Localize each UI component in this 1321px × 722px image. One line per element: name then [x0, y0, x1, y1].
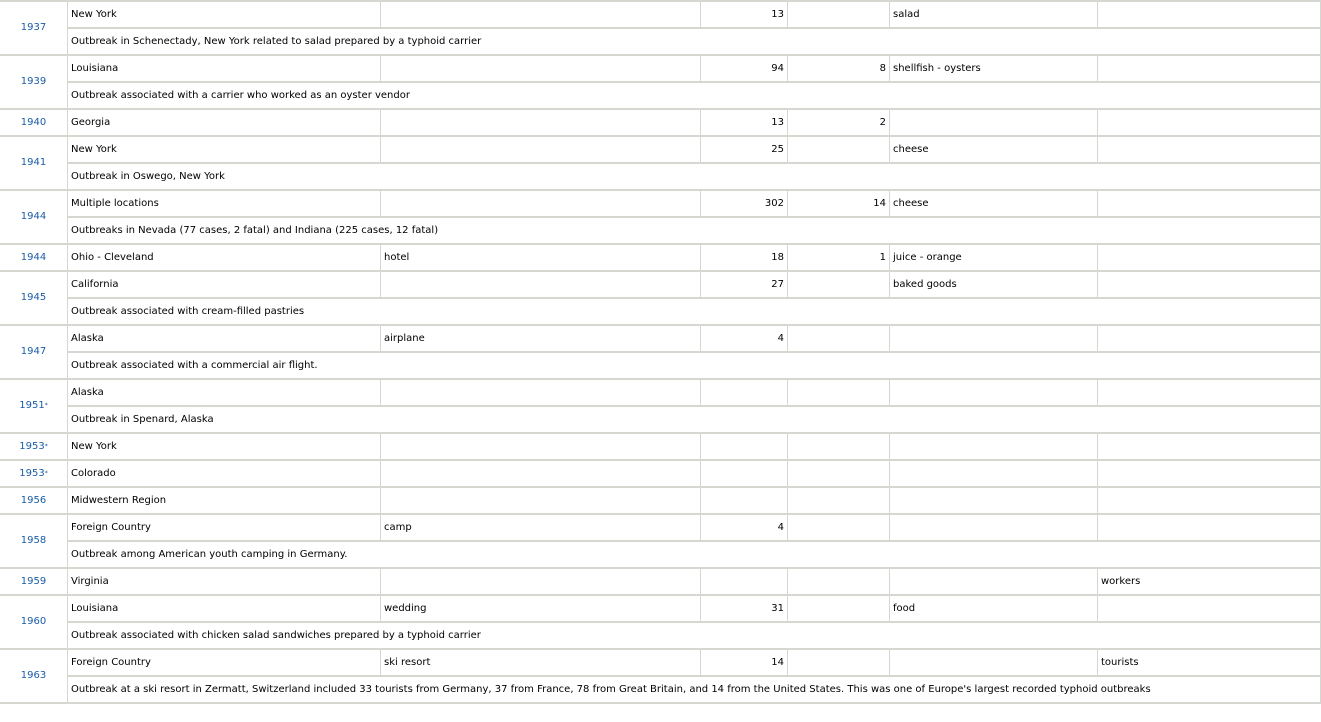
table-row: [0, 434, 1321, 461]
setting-cell: [381, 191, 701, 218]
group-cell: [1098, 245, 1321, 272]
table-row: [0, 326, 1321, 353]
table-row: [0, 515, 1321, 542]
deaths-cell: [788, 326, 890, 353]
location-cell: Ohio - Cleveland: [68, 245, 381, 272]
year-cell[interactable]: [0, 434, 68, 461]
location-cell: Alaska: [68, 380, 381, 407]
note-row: [0, 623, 1321, 650]
cases-cell: [701, 488, 788, 515]
setting-cell: camp: [381, 515, 701, 542]
year-link[interactable]: [19, 441, 47, 452]
cases-cell: 94: [701, 56, 788, 83]
year-cell[interactable]: [0, 326, 68, 380]
cases-cell: 31: [701, 596, 788, 623]
table-row: [0, 488, 1321, 515]
vehicle-cell: [890, 434, 1098, 461]
vehicle-cell: shellfish - oysters: [890, 56, 1098, 83]
note-cell: Outbreaks in Nevada (77 cases, 2 fatal) and Indiana (225 cases, 12 fatal): [68, 218, 1321, 245]
vehicle-cell: [890, 326, 1098, 353]
deaths-cell: [788, 488, 890, 515]
table-row: [0, 272, 1321, 299]
group-cell: [1098, 461, 1321, 488]
note-cell: Outbreak associated with a commercial air flight.: [68, 353, 1321, 380]
cases-cell: [701, 380, 788, 407]
vehicle-cell: [890, 488, 1098, 515]
location-cell: Midwestern Region: [68, 488, 381, 515]
location-cell: New York: [68, 0, 381, 29]
group-cell: [1098, 0, 1321, 29]
vehicle-cell: [890, 515, 1098, 542]
location-cell: California: [68, 272, 381, 299]
vehicle-cell: baked goods: [890, 272, 1098, 299]
vehicle-cell: salad: [890, 0, 1098, 29]
year-link[interactable]: [21, 76, 46, 87]
setting-cell: [381, 110, 701, 137]
deaths-cell: [788, 434, 890, 461]
year-text: 1960: [20, 616, 47, 627]
cases-cell: [701, 434, 788, 461]
note-cell: Outbreak associated with a carrier who worked as an oyster vendor: [68, 83, 1321, 110]
year-cell[interactable]: [0, 245, 68, 272]
table-row: [0, 110, 1321, 137]
vehicle-cell: juice - orange: [890, 245, 1098, 272]
year-text: 1940: [20, 116, 47, 128]
note-cell: Outbreak in Schenectady, New York related to salad prepared by a typhoid carrier: [68, 29, 1321, 56]
note-row: [0, 407, 1321, 434]
location-cell: Colorado: [68, 461, 381, 488]
year-text: 1963: [20, 670, 47, 681]
year-text: 1941: [20, 157, 47, 168]
deaths-cell: [788, 650, 890, 677]
group-cell: [1098, 488, 1321, 515]
group-cell: [1098, 110, 1321, 137]
location-cell: Louisiana: [68, 596, 381, 623]
year-cell[interactable]: [0, 569, 68, 596]
vehicle-cell: [890, 650, 1098, 677]
group-cell: tourists: [1098, 650, 1321, 677]
year-link[interactable]: [21, 495, 46, 506]
year-text: 1944: [20, 251, 47, 263]
setting-cell: ski resort: [381, 650, 701, 677]
year-link[interactable]: [21, 346, 46, 357]
group-cell: [1098, 191, 1321, 218]
deaths-cell: [788, 461, 890, 488]
asterisk-mark: *: [44, 442, 48, 450]
cases-cell: 27: [701, 272, 788, 299]
location-cell: Alaska: [68, 326, 381, 353]
deaths-cell: [788, 0, 890, 29]
year-link[interactable]: [21, 535, 46, 546]
setting-cell: [381, 56, 701, 83]
year-link[interactable]: [21, 117, 46, 128]
note-row: [0, 299, 1321, 326]
note-cell: Outbreak at a ski resort in Zermatt, Switzerland included 33 tourists from Germany, 37 from France, 78 from Great Britain, and 14 from the United States. This was one of Europe's largest recorded typhoid outbreaks: [68, 677, 1321, 704]
deaths-cell: [788, 569, 890, 596]
setting-cell: [381, 380, 701, 407]
location-cell: Louisiana: [68, 56, 381, 83]
vehicle-cell: [890, 110, 1098, 137]
year-cell[interactable]: [0, 461, 68, 488]
vehicle-cell: cheese: [890, 191, 1098, 218]
cases-cell: 4: [701, 326, 788, 353]
setting-cell: [381, 0, 701, 29]
setting-cell: [381, 461, 701, 488]
year-cell[interactable]: [0, 596, 68, 650]
year-link[interactable]: [21, 157, 46, 168]
cases-cell: [701, 569, 788, 596]
group-cell: [1098, 137, 1321, 164]
year-text: 1956: [20, 494, 47, 506]
year-cell[interactable]: [0, 191, 68, 245]
group-cell: workers: [1098, 569, 1321, 596]
location-cell: New York: [68, 137, 381, 164]
year-text: 1959: [20, 575, 47, 587]
setting-cell: [381, 434, 701, 461]
table-row: [0, 0, 1321, 29]
year-link[interactable]: [21, 22, 46, 33]
year-link[interactable]: [21, 252, 46, 263]
year-link[interactable]: [21, 670, 46, 681]
deaths-cell: [788, 596, 890, 623]
year-link[interactable]: [21, 576, 46, 587]
group-cell: [1098, 380, 1321, 407]
year-cell[interactable]: [0, 380, 68, 434]
table-row: [0, 596, 1321, 623]
location-cell: Foreign Country: [68, 515, 381, 542]
year-text: 1944: [20, 211, 47, 222]
note-row: [0, 677, 1321, 704]
deaths-cell: 8: [788, 56, 890, 83]
year-cell[interactable]: [0, 56, 68, 110]
year-cell[interactable]: [0, 0, 68, 56]
cases-cell: 13: [701, 0, 788, 29]
setting-cell: wedding: [381, 596, 701, 623]
table-row: [0, 137, 1321, 164]
table-row: [0, 380, 1321, 407]
location-cell: Multiple locations: [68, 191, 381, 218]
group-cell: [1098, 596, 1321, 623]
year-text: 1945: [20, 292, 47, 303]
table-row: [0, 461, 1321, 488]
cases-cell: 4: [701, 515, 788, 542]
setting-cell: [381, 137, 701, 164]
setting-cell: [381, 488, 701, 515]
deaths-cell: [788, 380, 890, 407]
note-row: [0, 218, 1321, 245]
year-text: 1953: [19, 440, 45, 452]
year-cell[interactable]: [0, 272, 68, 326]
setting-cell: [381, 569, 701, 596]
location-cell: Foreign Country: [68, 650, 381, 677]
location-cell: Virginia: [68, 569, 381, 596]
setting-cell: hotel: [381, 245, 701, 272]
deaths-cell: [788, 137, 890, 164]
deaths-cell: 1: [788, 245, 890, 272]
cases-cell: 13: [701, 110, 788, 137]
note-row: [0, 353, 1321, 380]
vehicle-cell: cheese: [890, 137, 1098, 164]
cases-cell: 14: [701, 650, 788, 677]
year-cell[interactable]: [0, 110, 68, 137]
location-cell: Georgia: [68, 110, 381, 137]
year-cell[interactable]: [0, 515, 68, 569]
deaths-cell: [788, 515, 890, 542]
year-cell[interactable]: [0, 488, 68, 515]
year-link[interactable]: [21, 211, 46, 222]
note-cell: Outbreak associated with cream-filled pastries: [68, 299, 1321, 326]
table-row: [0, 56, 1321, 83]
note-row: [0, 164, 1321, 191]
year-cell[interactable]: [0, 650, 68, 704]
vehicle-cell: [890, 461, 1098, 488]
deaths-cell: 14: [788, 191, 890, 218]
year-text: 1937: [20, 22, 47, 33]
year-link[interactable]: [19, 400, 47, 411]
note-row: [0, 542, 1321, 569]
table-row: [0, 245, 1321, 272]
cases-cell: 25: [701, 137, 788, 164]
cases-cell: 302: [701, 191, 788, 218]
vehicle-cell: [890, 569, 1098, 596]
note-row: [0, 83, 1321, 110]
asterisk-mark: *: [44, 469, 48, 477]
table-row: [0, 650, 1321, 677]
location-cell: New York: [68, 434, 381, 461]
setting-cell: airplane: [381, 326, 701, 353]
year-text: 1947: [20, 346, 47, 357]
cases-cell: 18: [701, 245, 788, 272]
year-text: 1951: [19, 400, 45, 411]
note-row: [0, 29, 1321, 56]
cases-cell: [701, 461, 788, 488]
year-link[interactable]: [19, 468, 47, 479]
group-cell: [1098, 272, 1321, 299]
note-cell: Outbreak in Spenard, Alaska: [68, 407, 1321, 434]
asterisk-mark: *: [44, 402, 48, 409]
year-link[interactable]: [21, 616, 46, 627]
table-row: [0, 191, 1321, 218]
table-row: [0, 569, 1321, 596]
note-cell: Outbreak among American youth camping in Germany.: [68, 542, 1321, 569]
year-text: 1953: [19, 467, 45, 479]
year-text: 1958: [20, 535, 47, 546]
group-cell: [1098, 434, 1321, 461]
note-cell: Outbreak in Oswego, New York: [68, 164, 1321, 191]
group-cell: [1098, 326, 1321, 353]
deaths-cell: 2: [788, 110, 890, 137]
group-cell: [1098, 515, 1321, 542]
note-cell: Outbreak associated with chicken salad sandwiches prepared by a typhoid carrier: [68, 623, 1321, 650]
vehicle-cell: food: [890, 596, 1098, 623]
year-text: 1939: [20, 76, 47, 87]
year-link[interactable]: [21, 292, 46, 303]
deaths-cell: [788, 272, 890, 299]
vehicle-cell: [890, 380, 1098, 407]
group-cell: [1098, 56, 1321, 83]
setting-cell: [381, 272, 701, 299]
year-cell[interactable]: [0, 137, 68, 191]
